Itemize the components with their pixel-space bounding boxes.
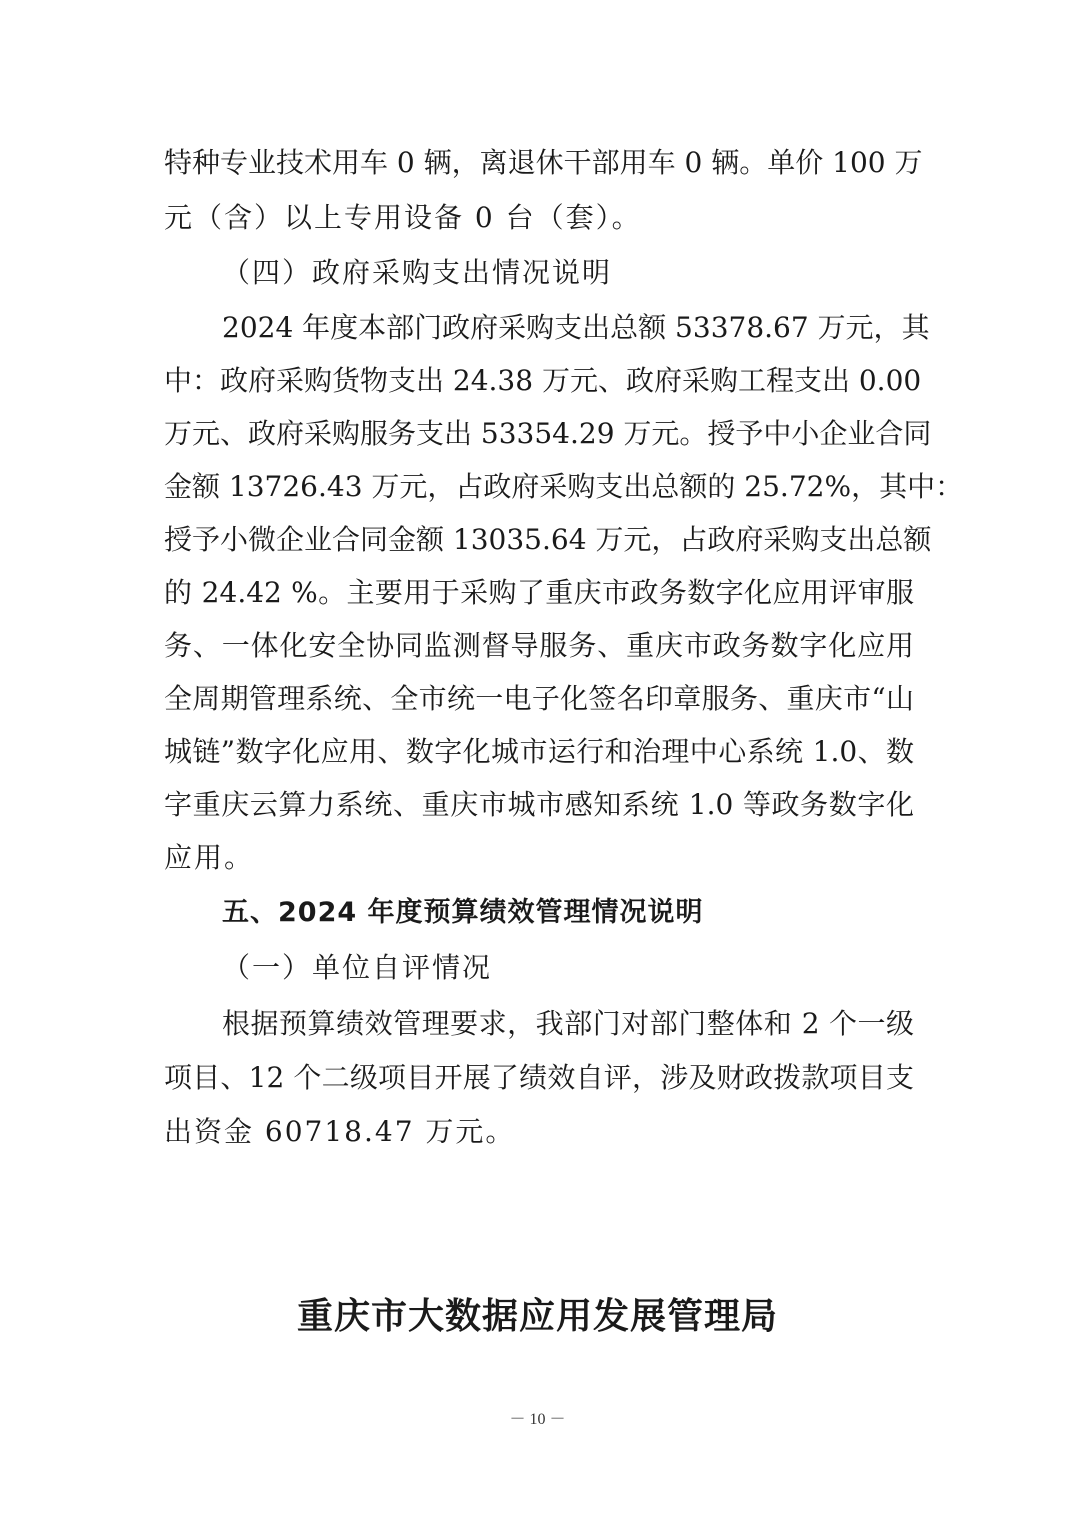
chapter-heading: 五、2024 年度预算绩效管理情况说明 xyxy=(222,897,704,928)
paragraph-line: 应用。 xyxy=(164,841,255,874)
paragraph-line: 务、一体化安全协同监测督导服务、重庆市政务数字化应用 xyxy=(164,629,914,662)
paragraph-line: 城链”数字化应用、数字化城市运行和治理中心系统 1.0、数 xyxy=(164,735,914,768)
paragraph-line: 元（含）以上专用设备 0 台（套）。 xyxy=(164,201,642,234)
paragraph-line: 出资金 60718.47 万元。 xyxy=(164,1115,516,1148)
paragraph-line: 的 24.42 %。主要用于采购了重庆市政务数字化应用评审服 xyxy=(164,576,914,609)
paragraph-line: 字重庆云算力系统、重庆市城市感知系统 1.0 等政务数字化 xyxy=(164,788,914,821)
paragraph-line: 项目、12 个二级项目开展了绩效自评，涉及财政拨款项目支 xyxy=(164,1061,914,1094)
paragraph-line: 2024 年度本部门政府采购支出总额 53378.67 万元，其 xyxy=(222,311,930,344)
section-heading: （一）单位自评情况 xyxy=(222,951,493,984)
paragraph-line: 中：政府采购货物支出 24.38 万元、政府采购工程支出 0.00 xyxy=(164,364,922,397)
paragraph-line: 根据预算绩效管理要求，我部门对部门整体和 2 个一级 xyxy=(222,1007,914,1040)
paragraph-line: 特种专业技术用车 0 辆，离退休干部用车 0 辆。单价 100 万 xyxy=(164,146,923,179)
paragraph-line: 金额 13726.43 万元，占政府采购支出总额的 25.72%，其中： xyxy=(164,470,964,503)
paragraph-line: 万元、政府采购服务支出 53354.29 万元。授予中小企业合同 xyxy=(164,417,932,450)
paragraph-line: 授予小微企业合同金额 13035.64 万元，占政府采购支出总额 xyxy=(164,523,932,556)
organization-name: 重庆市大数据应用发展管理局 xyxy=(296,1296,778,1337)
section-heading: （四）政府采购支出情况说明 xyxy=(222,256,613,289)
paragraph-line: 全周期管理系统、全市统一电子化签名印章服务、重庆市“山 xyxy=(164,682,914,715)
page-number: － 10 － xyxy=(509,1411,566,1428)
